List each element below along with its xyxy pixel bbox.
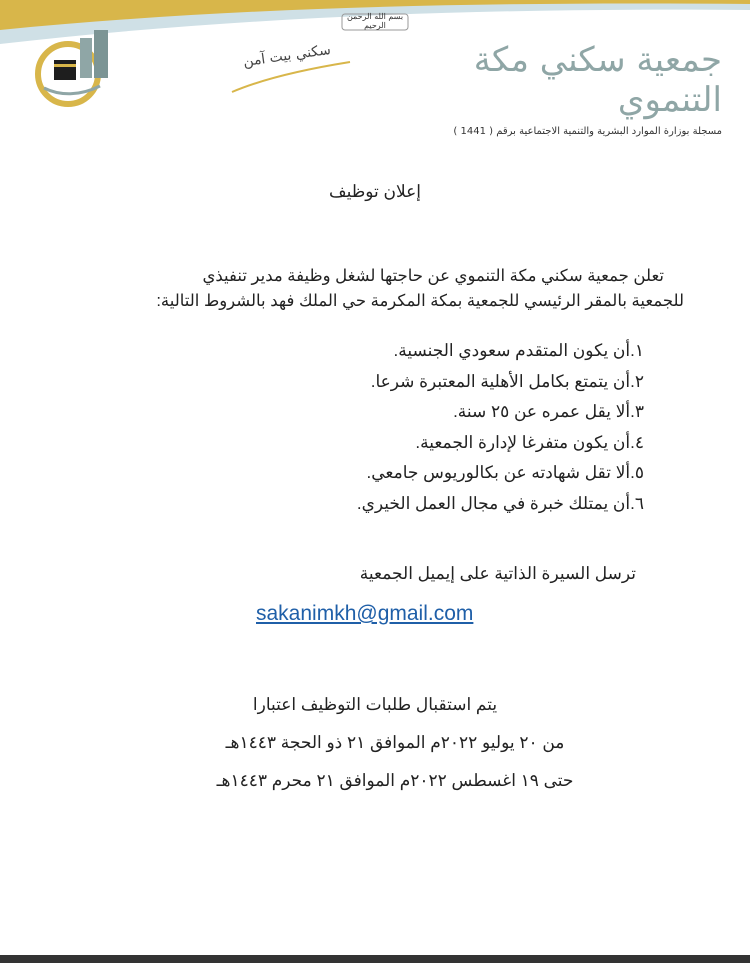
basmala: بسم الله الرحمن الرحيم	[346, 12, 404, 30]
period-to: حتى ١٩ اغسطس ٢٠٢٢م الموافق ٢١ محرم ١٤٤٣هـ	[216, 771, 574, 790]
registration-text: مسجلة بوزارة الموارد البشرية والتنمية الاجتماعية برقم ( 1441 )	[453, 126, 722, 137]
footer-bar	[0, 955, 750, 963]
condition-item: ٥.ألا تقل شهادته عن بكالوريوس جامعي.	[366, 463, 644, 482]
send-cv-text: ترسل السيرة الذاتية على إيميل الجمعية	[359, 564, 636, 583]
email-link[interactable]: sakanimkh@gmail.com	[256, 602, 474, 625]
condition-item: ١.أن يكون المتقدم سعودي الجنسية.	[393, 341, 644, 360]
org-name: جمعية سكني مكة التنموي	[473, 40, 722, 120]
letterhead	[0, 0, 750, 137]
period-from: من ٢٠ يوليو ٢٠٢٢م الموافق ٢١ ذو الحجة ١٤٤٣هـ	[225, 733, 565, 752]
condition-item: ٢.أن يتمتع بكامل الأهلية المعتبرة شرعا.	[370, 371, 644, 391]
period-heading: يتم استقبال طلبات التوظيف اعتبارا	[252, 695, 498, 714]
kaaba-logo-icon	[38, 30, 108, 104]
intro-line-1: تعلن جمعية سكني مكة التنموي عن حاجتها لشغل وظيفة مدير تنفيذي	[202, 267, 664, 285]
condition-item: ٣.ألا يقل عمره عن ٢٥ سنة.	[453, 402, 644, 421]
page-title: إعلان توظيف	[329, 182, 421, 201]
intro-line-2: للجمعية بالمقر الرئيسي للجمعية بمكة المكرمة حي الملك فهد بالشروط التالية:	[156, 292, 684, 310]
application-period	[0, 686, 750, 800]
tagline: سكني بيت آمن	[242, 41, 332, 71]
condition-item: ٦.أن يمتلك خبرة في مجال العمل الخيري.	[356, 493, 644, 513]
conditions-list	[124, 336, 644, 519]
intro-paragraph	[64, 264, 684, 314]
condition-item: ٤.أن يكون متفرغا لإدارة الجمعية.	[415, 432, 644, 452]
org-logo	[422, 40, 722, 137]
